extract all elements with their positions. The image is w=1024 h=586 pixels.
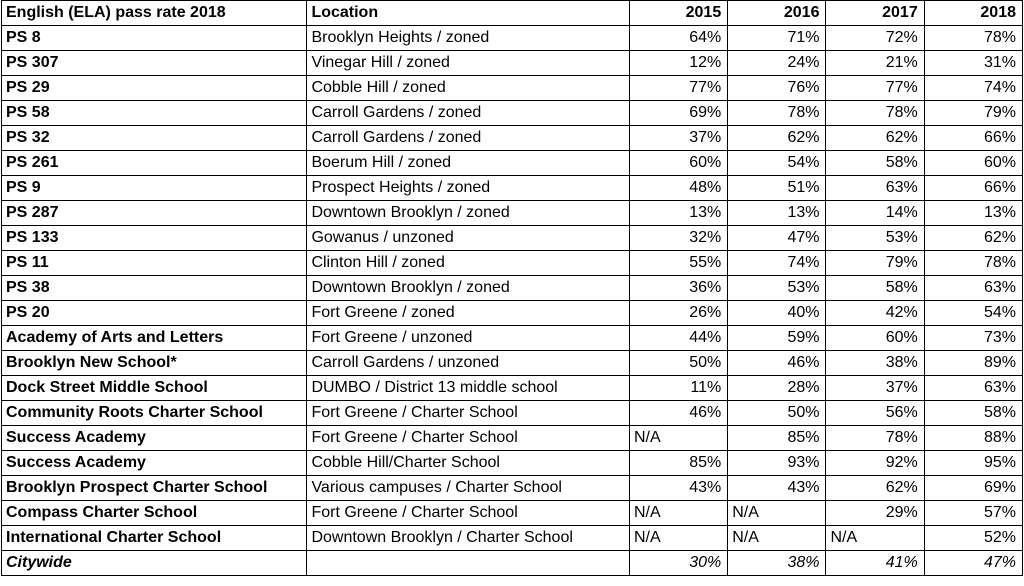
table-row [2,376,1023,401]
cell-2017[interactable]: 14% [826,201,924,226]
cell-school[interactable]: PS 287 [2,201,307,226]
cell-2015[interactable]: 69% [629,101,727,126]
cell-location[interactable]: Downtown Brooklyn / Charter School [307,526,630,551]
cell-school[interactable]: PS 8 [2,26,307,51]
cell-2017[interactable]: 58% [826,276,924,301]
cell-2017[interactable]: 79% [826,251,924,276]
cell-2017[interactable]: 37% [826,376,924,401]
cell-2017[interactable]: 42% [826,301,924,326]
cell-2016[interactable]: 59% [728,326,826,351]
cell-2015[interactable]: 85% [629,451,727,476]
table-row [2,251,1023,276]
cell-school[interactable]: Success Academy [2,426,307,451]
header-row [2,1,1023,26]
cell-school[interactable]: PS 133 [2,226,307,251]
cell-2016[interactable]: 54% [728,151,826,176]
cell-2016[interactable]: 28% [728,376,826,401]
cell-2015[interactable]: 55% [629,251,727,276]
cell-2017[interactable]: 78% [826,426,924,451]
cell-location[interactable]: Clinton Hill / zoned [307,251,630,276]
cell-2015[interactable]: 43% [629,476,727,501]
cell-location[interactable]: Fort Greene / Charter School [307,401,630,426]
cell-school[interactable]: PS 307 [2,51,307,76]
cell-school[interactable]: Academy of Arts and Letters [2,326,307,351]
cell-2016[interactable]: 51% [728,176,826,201]
cell-2015[interactable]: N/A [629,501,727,526]
cell-school[interactable]: PS 32 [2,126,307,151]
cell-school[interactable]: PS 29 [2,76,307,101]
cell-2018[interactable]: 60% [924,151,1022,176]
table-row [2,401,1023,426]
table-row [2,26,1023,51]
cell-2018[interactable]: 57% [924,501,1022,526]
cell-school[interactable]: PS 9 [2,176,307,201]
table-row [2,51,1023,76]
cell-2017[interactable]: 56% [826,401,924,426]
cell-2016[interactable]: 50% [728,401,826,426]
cell-school[interactable]: PS 58 [2,101,307,126]
cell-2017[interactable]: 21% [826,51,924,76]
cell-2015[interactable]: 64% [629,26,727,51]
cell-2016[interactable]: 13% [728,201,826,226]
cell-2016[interactable]: 38% [728,551,826,576]
cell-2017[interactable]: 38% [826,351,924,376]
cell-2015[interactable]: 13% [629,201,727,226]
cell-school[interactable]: International Charter School [2,526,307,551]
cell-2017[interactable]: 77% [826,76,924,101]
table-row [2,126,1023,151]
cell-2015[interactable]: 30% [629,551,727,576]
table-row [2,451,1023,476]
cell-2015[interactable]: 77% [629,76,727,101]
cell-2016[interactable]: 78% [728,101,826,126]
citywide-row [2,551,1023,576]
table-row [2,501,1023,526]
cell-2015[interactable]: 46% [629,401,727,426]
header-2015[interactable]: 2015 [629,1,727,26]
cell-school[interactable]: Dock Street Middle School [2,376,307,401]
cell-location[interactable]: Fort Greene / unzoned [307,326,630,351]
table-row [2,351,1023,376]
table-row [2,76,1023,101]
table-row [2,176,1023,201]
header-location[interactable]: Location [307,1,630,26]
cell-location[interactable] [307,551,630,576]
cell-2017[interactable]: 58% [826,151,924,176]
cell-2016[interactable]: N/A [728,526,826,551]
cell-2015[interactable]: 50% [629,351,727,376]
cell-2017[interactable]: 53% [826,226,924,251]
cell-2018[interactable]: 31% [924,51,1022,76]
header-2016[interactable]: 2016 [728,1,826,26]
cell-2018[interactable]: 63% [924,276,1022,301]
cell-2016[interactable]: 40% [728,301,826,326]
cell-location[interactable]: Fort Greene / zoned [307,301,630,326]
cell-2018[interactable]: 73% [924,326,1022,351]
cell-2015[interactable]: 37% [629,126,727,151]
cell-school[interactable]: PS 11 [2,251,307,276]
cell-school[interactable]: Community Roots Charter School [2,401,307,426]
cell-2017[interactable]: 60% [826,326,924,351]
cell-2016[interactable]: 24% [728,51,826,76]
table-row [2,226,1023,251]
cell-location[interactable]: Carroll Gardens / zoned [307,126,630,151]
cell-school[interactable]: PS 20 [2,301,307,326]
cell-location[interactable]: Fort Greene / Charter School [307,501,630,526]
cell-2018[interactable]: 47% [924,551,1022,576]
cell-2018[interactable]: 79% [924,101,1022,126]
cell-location[interactable]: Vinegar Hill / zoned [307,51,630,76]
cell-location[interactable]: Downtown Brooklyn / zoned [307,276,630,301]
cell-location[interactable]: Various campuses / Charter School [307,476,630,501]
cell-school[interactable]: Brooklyn New School* [2,351,307,376]
cell-2017[interactable]: 41% [826,551,924,576]
header-school[interactable]: English (ELA) pass rate 2018 [2,1,307,26]
cell-2017[interactable]: 29% [826,501,924,526]
cell-2015[interactable]: N/A [629,526,727,551]
cell-location[interactable]: Prospect Heights / zoned [307,176,630,201]
cell-school[interactable]: Compass Charter School [2,501,307,526]
cell-school[interactable]: PS 261 [2,151,307,176]
cell-2016[interactable]: 74% [728,251,826,276]
cell-2018[interactable]: 74% [924,76,1022,101]
cell-2017[interactable]: 63% [826,176,924,201]
table-row [2,101,1023,126]
cell-2018[interactable]: 62% [924,226,1022,251]
cell-2015[interactable]: N/A [629,426,727,451]
cell-2015[interactable]: 32% [629,226,727,251]
cell-2016[interactable]: 76% [728,76,826,101]
cell-2017[interactable]: 78% [826,101,924,126]
header-2017[interactable]: 2017 [826,1,924,26]
table-row [2,276,1023,301]
cell-location[interactable]: Downtown Brooklyn / zoned [307,201,630,226]
cell-2015[interactable]: 11% [629,376,727,401]
table-row [2,526,1023,551]
cell-school[interactable]: PS 38 [2,276,307,301]
cell-location[interactable]: Cobble Hill / zoned [307,76,630,101]
cell-2017[interactable]: 62% [826,476,924,501]
cell-2018[interactable]: 78% [924,26,1022,51]
cell-school[interactable]: Brooklyn Prospect Charter School [2,476,307,501]
cell-location[interactable]: Brooklyn Heights / zoned [307,26,630,51]
cell-2018[interactable]: 69% [924,476,1022,501]
cell-2018[interactable]: 95% [924,451,1022,476]
cell-2015[interactable]: 44% [629,326,727,351]
cell-location[interactable]: Boerum Hill / zoned [307,151,630,176]
cell-2016[interactable]: 43% [728,476,826,501]
cell-location[interactable]: Carroll Gardens / zoned [307,101,630,126]
table-row [2,151,1023,176]
cell-2018[interactable]: 78% [924,251,1022,276]
cell-2017[interactable]: N/A [826,526,924,551]
cell-2015[interactable]: 12% [629,51,727,76]
cell-2016[interactable]: 53% [728,276,826,301]
cell-2015[interactable]: 26% [629,301,727,326]
cell-location[interactable]: Carroll Gardens / unzoned [307,351,630,376]
ela-pass-rate-table [1,0,1023,576]
cell-2018[interactable]: 66% [924,126,1022,151]
cell-2016[interactable]: N/A [728,501,826,526]
cell-2018[interactable]: 54% [924,301,1022,326]
table-row [2,201,1023,226]
cell-2016[interactable]: 85% [728,426,826,451]
cell-location[interactable]: DUMBO / District 13 middle school [307,376,630,401]
table-row [2,326,1023,351]
table-row [2,426,1023,451]
cell-2018[interactable]: 52% [924,526,1022,551]
cell-school[interactable]: Success Academy [2,451,307,476]
table-row [2,476,1023,501]
cell-2017[interactable]: 92% [826,451,924,476]
cell-2017[interactable]: 62% [826,126,924,151]
cell-location[interactable]: Cobble Hill/Charter School [307,451,630,476]
cell-school[interactable]: Citywide [2,551,307,576]
header-2018[interactable]: 2018 [924,1,1022,26]
table-body [2,1,1023,576]
cell-2018[interactable]: 89% [924,351,1022,376]
cell-2015[interactable]: 60% [629,151,727,176]
cell-2018[interactable]: 13% [924,201,1022,226]
cell-2016[interactable]: 93% [728,451,826,476]
cell-2016[interactable]: 71% [728,26,826,51]
cell-2017[interactable]: 72% [826,26,924,51]
table-row [2,301,1023,326]
cell-2016[interactable]: 62% [728,126,826,151]
cell-2015[interactable]: 36% [629,276,727,301]
cell-2016[interactable]: 47% [728,226,826,251]
cell-location[interactable]: Fort Greene / Charter School [307,426,630,451]
cell-2018[interactable]: 88% [924,426,1022,451]
cell-2015[interactable]: 48% [629,176,727,201]
cell-2018[interactable]: 58% [924,401,1022,426]
cell-location[interactable]: Gowanus / unzoned [307,226,630,251]
cell-2016[interactable]: 46% [728,351,826,376]
cell-2018[interactable]: 66% [924,176,1022,201]
cell-2018[interactable]: 63% [924,376,1022,401]
